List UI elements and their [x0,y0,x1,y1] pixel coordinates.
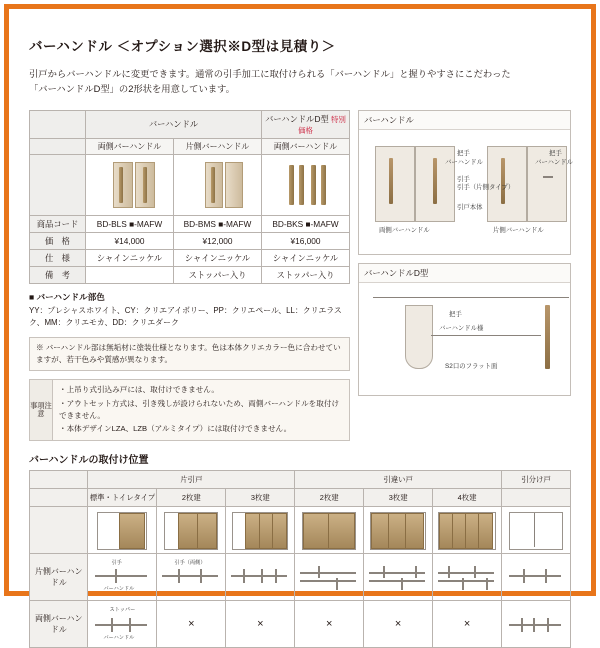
product-image-one-side [174,154,262,215]
plan-one-3panel-b [364,554,433,601]
caution-item-1: ・上吊り式引込み戸には、取付けできません。 [59,385,219,395]
caution-item-2: ・アウトセット方式は、引き残しが設けられないため、両側バーハンドルを取付けできません。 [59,398,340,420]
table-row [30,249,350,266]
plan-both-standard [88,601,157,648]
plan-one-2panel-a [157,554,226,601]
handle-bar-left [389,158,393,204]
lead-line-2: 「バーハンドルD型」の2形状を用意しています。 [29,84,235,95]
table-row [30,601,571,648]
cell-price-one: ¥12,000 [174,232,262,249]
panel-bar-handle-d-header: バーハンドルD型 [359,264,570,283]
mini-plan-one-3a [227,555,293,599]
col-header-standard-toilet: 標準・トイレタイプ [88,489,157,507]
plan-one-2panel-b [295,554,364,601]
mini-plan-one-standard [89,555,155,599]
caution-tag: 事項注意 [30,380,53,440]
label-bar-handle-d: バーハンドル様 [439,324,484,332]
product-image-both-side [86,154,174,215]
mini-door-standard [89,508,155,552]
label-pull: 引手 [457,175,470,183]
mini-plan-both-standard [89,602,155,646]
cell-price-d: ¥16,000 [262,232,350,249]
mini-door-2panel-a [158,508,224,552]
right-column [358,110,574,404]
plan-both-3panel-b [364,601,433,648]
label-flat-face: S2口のフラット面 [445,362,498,370]
spec-image-row [30,154,350,215]
x-mark-5: × [463,618,471,630]
label-pull-one-side: 引手（片側タイプ） [457,183,515,191]
asterisk-note-box [29,337,350,371]
content-columns [29,110,574,441]
subheader-d-both-side: 両側バーハンドル [262,138,350,154]
spec-corner-cell [30,110,86,138]
door-elevation-3panel-a [226,507,295,554]
label-one-side-caption: 片側バーハンドル [493,226,544,234]
table-row [30,266,350,283]
door-elevation-2panel-b [295,507,364,554]
row-label-code: 商品コード [30,215,86,232]
door-elevation-split [502,507,571,554]
color-note-heading: ■ バーハンドル部色 [29,291,105,302]
cell-code-one: BD-BMS ■-MAFW [174,215,262,232]
spec-table [29,110,350,284]
caution-box [29,379,350,441]
group-header-double-slide: 引違い戸 [295,471,502,489]
cell-finish-both: シャインニッケル [86,249,174,266]
plan-both-3panel-a [226,601,295,648]
mini-door-2panel-b [296,508,362,552]
mini-plan-both-split [503,602,569,646]
row-label-one-side-handle: 片側バーハンドル [30,554,88,601]
label-door-body: 引戸本体 [457,203,483,211]
caution-body [53,380,349,440]
plan-both-2panel-a [157,601,226,648]
position-group-header-row [30,471,571,489]
top-rule [373,297,569,298]
color-note-text: YY：プレシャスホワイト、CY：クリエアイボリー、PP：クリエペール、LL：クリエラスク、MM：クリエモカ、DD：クリエダーク [29,305,342,327]
asterisk-note-text: ※ バーハンドル部は無垢材に塗装仕様となります。色は本体クリエカラー色に合わせていますが、若干色みや質感が異なります。 [36,343,341,365]
mini-plan-one-4 [434,555,500,599]
product-image-d-type [262,154,350,215]
handle-illustration-one [177,157,258,213]
cell-finish-d: シャインニッケル [262,249,350,266]
door-elevation-4panel [433,507,502,554]
panel-bar-handle [358,110,574,255]
x-mark-4: × [394,618,402,630]
door-elevation-3panel-b [364,507,433,554]
plan-label-bar-handle: バーハンドル [103,586,135,592]
lead-line-1: 引戸からバーハンドルに変更できます。通常の引手加工に取付けられる「バーハンドル」と握りやすさにこだわった [29,69,511,79]
door-elevation-standard [88,507,157,554]
row-label-finish: 仕 様 [30,249,86,266]
connector-line [431,335,541,336]
plan-label-stopper: ストッパー [109,607,136,613]
group-header-d-label: バーハンドルD型 [265,113,329,124]
cell-remarks-d: ストッパー入り [262,266,350,283]
handle-bar-d [545,305,550,369]
door-left-both [375,146,415,222]
col-header-2-panel-a: 2枚建 [157,489,226,507]
handle-illustration-both [89,157,170,213]
mini-door-3panel-b [365,508,431,552]
group-header-bar-handle-d [262,110,350,138]
bottom-section-title: バーハンドルの取付け位置 [29,455,149,466]
plan-both-4panel [433,601,502,648]
mini-plan-one-2b [296,555,362,599]
handle-illustration-d [265,157,346,213]
mini-door-split [503,508,569,552]
mini-door-3panel-a [227,508,293,552]
mini-plan-one-split [503,555,569,599]
x-mark-2: × [257,618,264,630]
table-row [30,554,571,601]
page-title: バーハンドル ＜オプション選択※D型は見積り＞ [29,39,336,54]
page-content [13,13,587,641]
col-header-split [502,489,571,507]
subheader-both-side: 両側バーハンドル [86,138,174,154]
col-header-3-panel-a: 3枚建 [226,489,295,507]
position-table [29,470,571,648]
door-elevation-2panel-a [157,507,226,554]
label-bar-handle-left: バーハンドル [445,158,484,166]
col-header-2-panel-b: 2枚建 [295,489,364,507]
x-mark-1: × [188,618,195,630]
handle-bar-single [501,158,505,204]
plan-both-2panel-b [295,601,364,648]
subheader-one-side: 片側バーハンドル [174,138,262,154]
pull-slot-line [543,176,553,178]
row-label-both-side-handle: 両側バーハンドル [30,601,88,648]
plan-one-3panel-a [226,554,295,601]
cell-price-both: ¥14,000 [86,232,174,249]
col-header-3-panel-b: 3枚建 [364,489,433,507]
row-label-price: 価 格 [30,232,86,249]
handle-bar-right [433,158,437,204]
spec-group-header-row [30,110,350,138]
label-bar-handle-right: バーハンドル [535,158,574,166]
plan-one-standard [88,554,157,601]
label-handle-top: 把手 [457,149,470,157]
left-column [29,110,350,441]
cell-code-d: BD-BKS ■-MAFW [262,215,350,232]
group-header-bar-handle: バーハンドル [86,110,262,138]
position-column-header-row [30,489,571,507]
label-handle-top-right: 把手 [549,149,562,157]
table-row [30,232,350,249]
plan-both-split [502,601,571,648]
lead-paragraph [29,67,571,98]
cell-code-both: BD-BLS ■-MAFW [86,215,174,232]
cell-remarks-both [86,266,174,283]
group-header-split-slide: 引分け戸 [502,471,571,489]
caution-item-3: ・本体デザインLZA、LZB（アルミタイプ）には取付けできません。 [59,423,292,433]
col-header-4-panel: 4枚建 [433,489,502,507]
panel-bar-handle-header: バーハンドル [359,111,570,130]
mini-plan-one-3b [365,555,431,599]
row-label-remarks: 備 考 [30,266,86,283]
plan-one-4panel [433,554,502,601]
x-mark-3: × [326,618,333,630]
position-corner-cell-2 [30,489,88,507]
panel-bar-handle-body [359,130,574,254]
plan-label-bar-handle-both: バーハンドル [103,635,135,641]
spec-image-row-label [30,154,86,215]
label-handle-d: 把手 [449,310,462,318]
spec-subheader-row [30,138,350,154]
plan-label-pull-both: 引手（両側） [174,560,206,566]
mini-plan-one-2a [158,555,224,599]
table-row [30,215,350,232]
special-price-badge: 特別価格 [298,114,346,135]
panel-bar-handle-d-body [359,283,570,395]
door-section-d [405,305,433,369]
cell-finish-one: シャインニッケル [174,249,262,266]
position-corner-cell [30,471,88,489]
mini-door-4panel [434,508,500,552]
illustration-row-label [30,507,88,554]
cell-remarks-one: ストッパー入り [174,266,262,283]
panel-bar-handle-d [358,263,571,396]
door-illustration-row [30,507,571,554]
spec-corner-cell-2 [30,138,86,154]
label-both-side-caption: 両側バーハンドル [379,226,430,234]
group-header-single-slide: 片引戸 [88,471,295,489]
plan-one-split [502,554,571,601]
plan-label-pull: 引手 [111,560,122,566]
